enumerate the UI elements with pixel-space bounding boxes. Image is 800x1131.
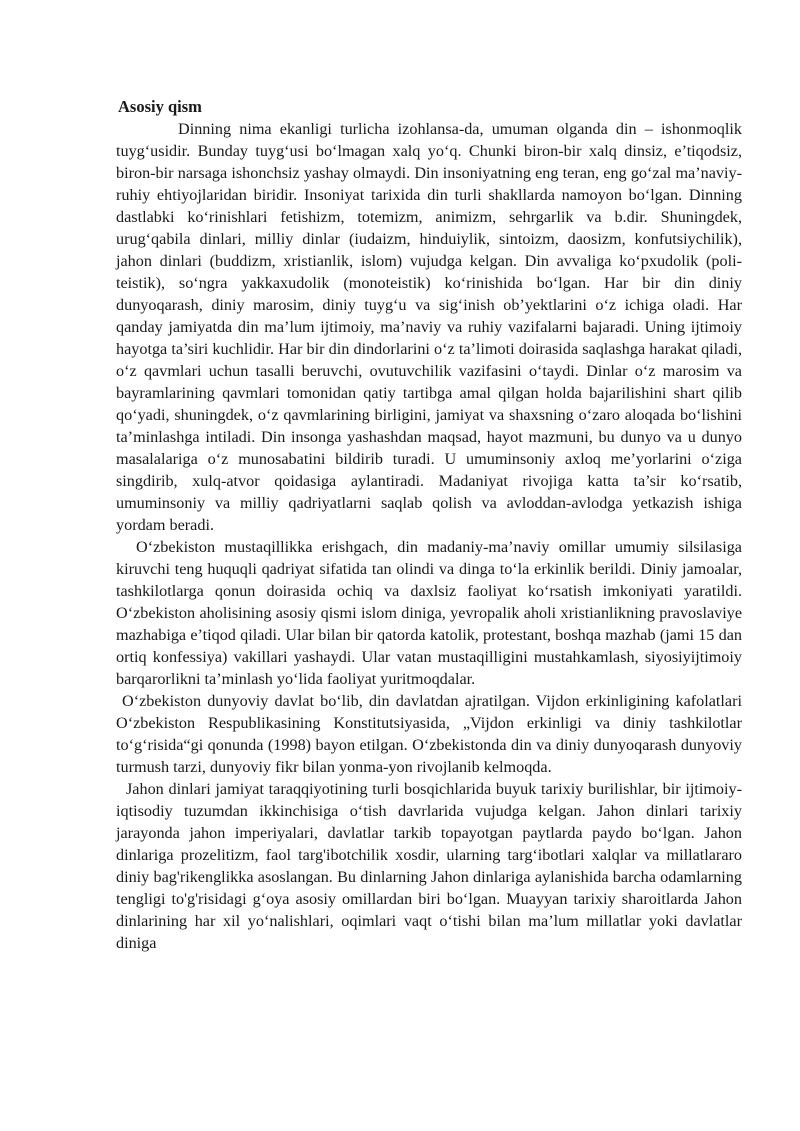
paragraph-religion-definition: Dinning nima ekanligi turlicha izohlansa-da, umuman olganda din – ishonmoqlik tuyg‘usidir. Bunday tuyg‘usi bo‘lmagan xalq yo‘q. Chunki biron-bir xalq dinsiz, e’tiqodsiz, biron-bir narsaga ishonchsiz yashay olmaydi. Din insoniyatning eng teran, eng go‘zal ma’naviy-ruhiy ehtiyojlaridan biridir. Insoniyat tarixida din turli shakllarda namoyon bo‘lgan. Dinning dastlabki ko‘rinishlari fetishizm, totemizm, animizm, sehrgarlik va b.dir. Shuningdek, urug‘qabila dinlari, milliy dinlar (iudaizm, hinduiylik, sintoizm, daosizm, konfutsiychilik), jahon dinlari (buddizm, xristianlik, islom) vujudga kelgan. Din avvaliga ko‘pxudolik (poli-teistik), so‘ngra yakkaxudolik (monoteistik) ko‘rinishida bo‘lgan. Har bir din diniy dunyoqarash, diniy marosim, diniy tuyg‘u va sig‘inish ob’yektlarini o‘z ichiga oladi. Har qanday jamiyatda din ma’lum ijtimoiy, ma’naviy va ruhiy vazifalarni bajaradi. Uning ijtimoiy hayotga ta’siri kuchlidir. Har bir din dindorlarini o‘z ta’limoti doirasida saqlashga harakat qiladi, o‘z qavmlari uchun tasalli beruvchi, ovutuvchilik vazifasini o‘taydi. Dinlar o‘z marosim va bayramlarining qavmlari tomonidan qatiy tartibga amal qilgan holda bajarilishini shart qilib qo‘yadi, shuningdek, o‘z qavmlarining birligini, jamiyat va shaxsning o‘zaro aloqada bo‘lishini ta’minlashga intiladi. Din insonga yashashdan maqsad, hayot mazmuni, bu dunyo va u dunyo masalalariga o‘z munosabatini bildirib turadi. U umuminsoniy axloq me’yorlarini o‘ziga singdirib, xulq-atvor qoidasiga aylantiradi. Madaniyat rivojiga katta ta’sir ko‘rsatib, umuminsoniy va milliy qadriyatlarni saqlab qolish va avloddan-avlodga yetkazish ishiga yordam beradi. bbox=[116, 120, 742, 534]
document-page bbox=[116, 96, 742, 954]
paragraph-world-religions: Jahon dinlari jamiyat taraqqiyotining turli bosqichlarida buyuk tarixiy burilishlar, bir ijtimoiy-iqtisodiy tuzumdan ikkinchisiga o‘tish davrlarida vujudga kelgan. Jahon dinlari tarixiy jarayonda jahon imperiyalari, davlatlar tarkib topayotgan paytlarda paydo bo‘lgan. Jahon dinlariga prozelitizm, faol targ'ibotchilik xosdir, ularning targ‘ibotlari xalqlar va millatlararo diniy bag'rikenglikka asoslangan. Bu dinlarning Jahon dinlariga aylanishida barcha odamlarning tengligi to'g'risidagi g‘oya asosiy omillardan biri bo‘lgan. Muayyan tarixiy sharoitlarda Jahon dinlarining har xil yo‘nalishlari, oqimlari vaqt o‘tishi bilan ma’lum millatlar yoki davlatlar diniga bbox=[116, 780, 742, 952]
paragraph-independence-religion: O‘zbekiston mustaqillikka erishgach, din madaniy-ma’naviy omillar umumiy silsilasiga kiruvchi teng huquqli qadriyat sifatida tan olindi va dinga to‘la erkinlik berildi. Diniy jamoalar, tashkilotlarga qonun doirasida ochiq va daxlsiz faoliyat ko‘rsatish imkoniyati yaratildi. O‘zbekiston aholisining asosiy qismi islom diniga, yevropalik aholi xristianlikning pravoslaviye mazhabiga e’tiqod qiladi. Ular bilan bir qatorda katolik, protestant, boshqa mazhab (jami 15 dan ortiq konfessiya) vakillari yashaydi. Ular vatan mustaqilligini mustahkamlash, siyosiyijtimoiy barqarorlikni ta’minlash yo‘lida faoliyat yuritmoqdalar. bbox=[116, 538, 742, 688]
section-heading: Asosiy qism bbox=[118, 97, 202, 116]
paragraph-secular-state: O‘zbekiston dunyoviy davlat bo‘lib, din davlatdan ajratilgan. Vijdon erkinligining kafolatlari O‘zbekiston Respublikasining Konstitutsiyasida, „Vijdon erkinligi va diniy tashkilotlar to‘g‘risida“gi qonunda (1998) bayon etilgan. O‘zbekistonda din va diniy dunyoqarash dunyoviy turmush tarzi, dunyoviy fikr bilan yonma-yon rivojlanib kelmoqda. bbox=[116, 692, 742, 776]
